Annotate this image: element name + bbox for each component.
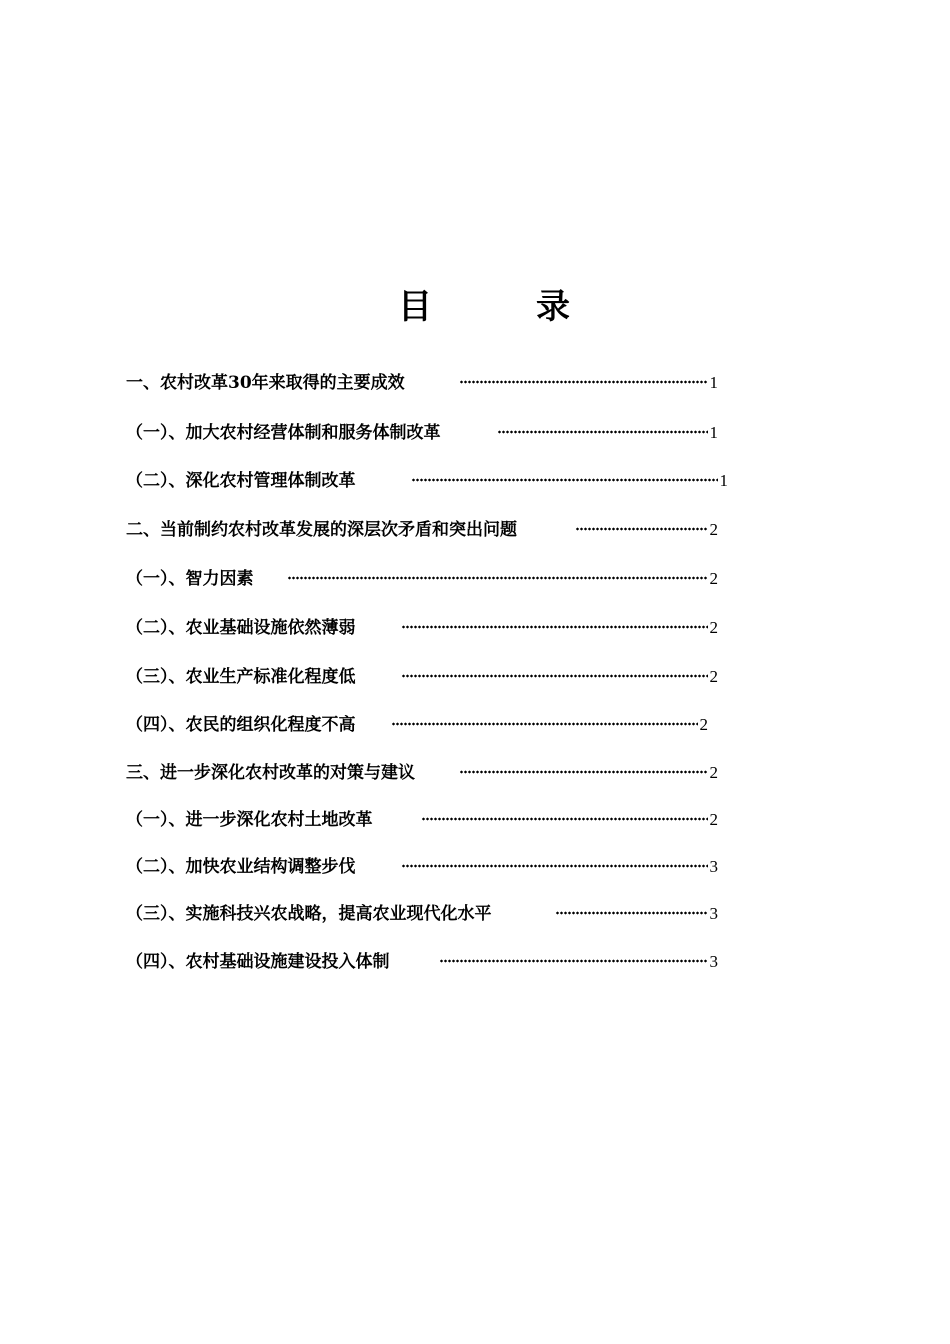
toc-entry-12[interactable] [126, 901, 718, 927]
toc-page-number: 2 [709, 520, 718, 539]
toc-leader-dots [460, 770, 708, 774]
toc-entry-label: （一）、进一步深化农村土地改革 [126, 810, 373, 830]
toc-entry-label: （三）、实施科技兴农战略，提高农业现代化水平 [126, 904, 492, 924]
toc-entry-label: 二、当前制约农村改革发展的深层次矛盾和突出问题 [126, 520, 517, 540]
toc-entry-label: （二）、深化农村管理体制改革 [126, 471, 356, 491]
toc-page-number: 2 [709, 667, 718, 686]
toc-entry-label: （三）、农业生产标准化程度低 [126, 667, 356, 687]
toc-entry-label: 一、农村改革30年来取得的主要成效 [126, 373, 405, 393]
page-title-char-1: 目 [398, 287, 432, 327]
page-title-char-2: 录 [536, 287, 570, 327]
toc-entry-9[interactable] [126, 760, 718, 786]
toc-page-number: 3 [709, 952, 718, 971]
toc-leader-dots [422, 817, 708, 821]
toc-entry-label: （四）、农村基础设施建设投入体制 [126, 952, 390, 972]
toc-page-number: 1 [709, 423, 718, 442]
toc-leader-dots [392, 722, 698, 726]
toc-entry-7[interactable] [126, 664, 718, 690]
toc-leader-dots [402, 864, 708, 868]
toc-page-number: 2 [699, 715, 708, 734]
toc-entry-label: （一）、智力因素 [126, 569, 254, 589]
toc-page-number: 2 [709, 569, 718, 588]
toc-entry-13[interactable] [126, 949, 718, 975]
toc-entry-10[interactable] [126, 807, 718, 833]
toc-entry-6[interactable] [126, 615, 718, 641]
toc-page-number: 1 [709, 373, 718, 392]
toc-leader-dots [460, 380, 708, 384]
toc-leader-dots [402, 625, 708, 629]
toc-entry-label: 三、进一步深化农村改革的对策与建议 [126, 763, 415, 783]
toc-page-number: 1 [719, 471, 728, 490]
toc-page-number: 2 [709, 618, 718, 637]
toc-entry-11[interactable] [126, 854, 718, 880]
toc-entry-label: （二）、加快农业结构调整步伐 [126, 857, 356, 877]
toc-entry-5[interactable] [126, 566, 718, 592]
toc-leader-dots [556, 911, 708, 915]
toc-entry-2[interactable] [126, 420, 718, 446]
toc-page-number: 3 [709, 904, 718, 923]
toc-entry-label: （四）、农民的组织化程度不高 [126, 715, 356, 735]
toc-page-number: 3 [709, 857, 718, 876]
toc-entry-label: （一）、加大农村经营体制和服务体制改革 [126, 423, 441, 443]
toc-leader-dots [498, 430, 708, 434]
toc-entry-4[interactable] [126, 517, 718, 543]
toc-entry-1[interactable] [126, 370, 718, 396]
toc-entry-3[interactable] [126, 468, 728, 494]
toc-page-number: 2 [709, 810, 718, 829]
toc-entry-label: （二）、农业基础设施依然薄弱 [126, 618, 356, 638]
toc-entry-8[interactable] [126, 712, 708, 738]
toc-leader-dots [576, 527, 708, 531]
toc-leader-dots [288, 576, 708, 580]
toc-page-number: 2 [709, 763, 718, 782]
page-title [0, 282, 950, 332]
toc-leader-dots [412, 478, 718, 482]
toc-leader-dots [440, 959, 708, 963]
toc-leader-dots [402, 674, 708, 678]
